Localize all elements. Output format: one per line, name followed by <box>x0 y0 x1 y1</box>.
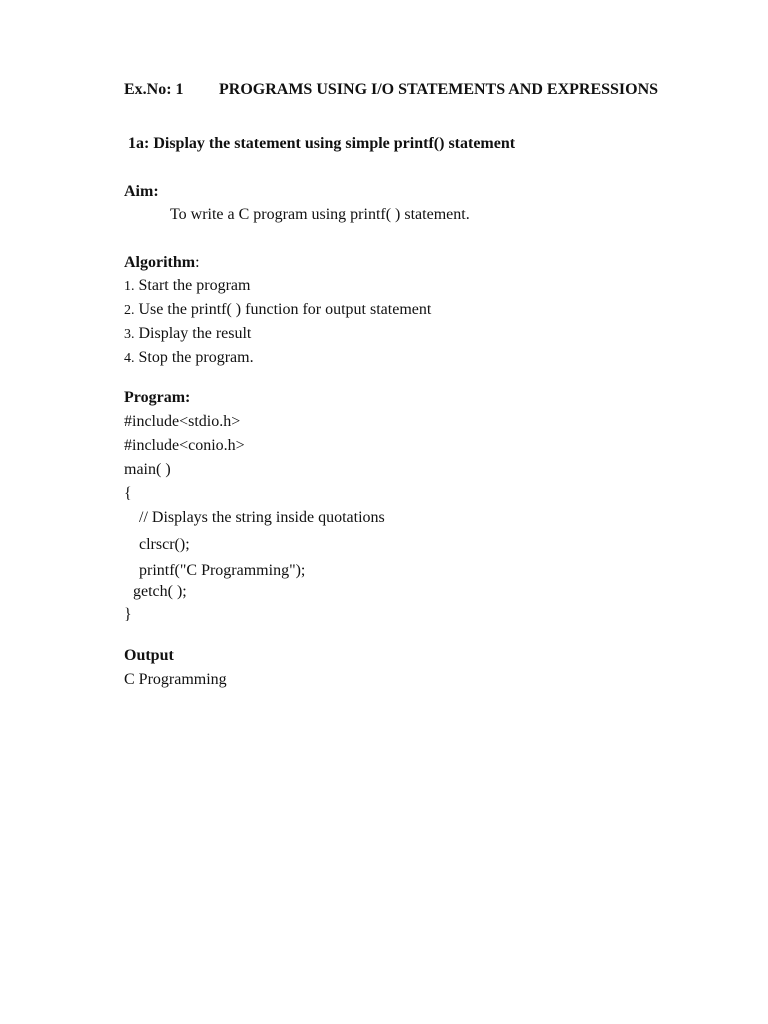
aim-text: To write a C program using printf( ) statement. <box>170 206 470 223</box>
step-text: Start the program <box>138 277 251 294</box>
algorithm-step <box>124 300 431 321</box>
exercise-title: PROGRAMS USING I/O STATEMENTS AND EXPRESSIONS <box>219 81 659 98</box>
code-line: clrscr(); <box>139 536 190 553</box>
code-line: getch( ); <box>133 583 187 600</box>
exercise-number: Ex.No: 1 <box>124 81 184 98</box>
step-text: Stop the program. <box>138 349 254 366</box>
algorithm-heading: Algorithm <box>124 254 196 271</box>
algorithm-heading-line <box>124 253 200 273</box>
step-number: 3. <box>124 327 135 342</box>
code-comment-line: // Displays the string inside quotations <box>139 509 385 526</box>
program-heading: Program: <box>124 389 191 406</box>
code-line: #include<conio.h> <box>124 437 245 454</box>
algorithm-step <box>124 276 250 297</box>
step-number: 2. <box>124 303 135 318</box>
code-line: main( ) <box>124 461 171 478</box>
step-number: 4. <box>124 351 135 366</box>
step-number: 1. <box>124 279 135 294</box>
code-line: #include<stdio.h> <box>124 413 241 430</box>
step-text: Display the result <box>138 325 252 342</box>
algorithm-step <box>124 324 251 345</box>
code-line: printf("C Programming"); <box>139 562 306 579</box>
subtitle: 1a: Display the statement using simple printf() statement <box>128 135 516 152</box>
output-text: C Programming <box>124 671 227 688</box>
algorithm-colon: : <box>195 254 200 271</box>
code-line: } <box>124 606 132 623</box>
algorithm-step <box>124 348 254 369</box>
step-text: Use the printf( ) function for output statement <box>138 301 432 318</box>
code-line: { <box>124 485 132 502</box>
aim-heading: Aim: <box>124 183 159 200</box>
output-heading: Output <box>124 647 174 664</box>
